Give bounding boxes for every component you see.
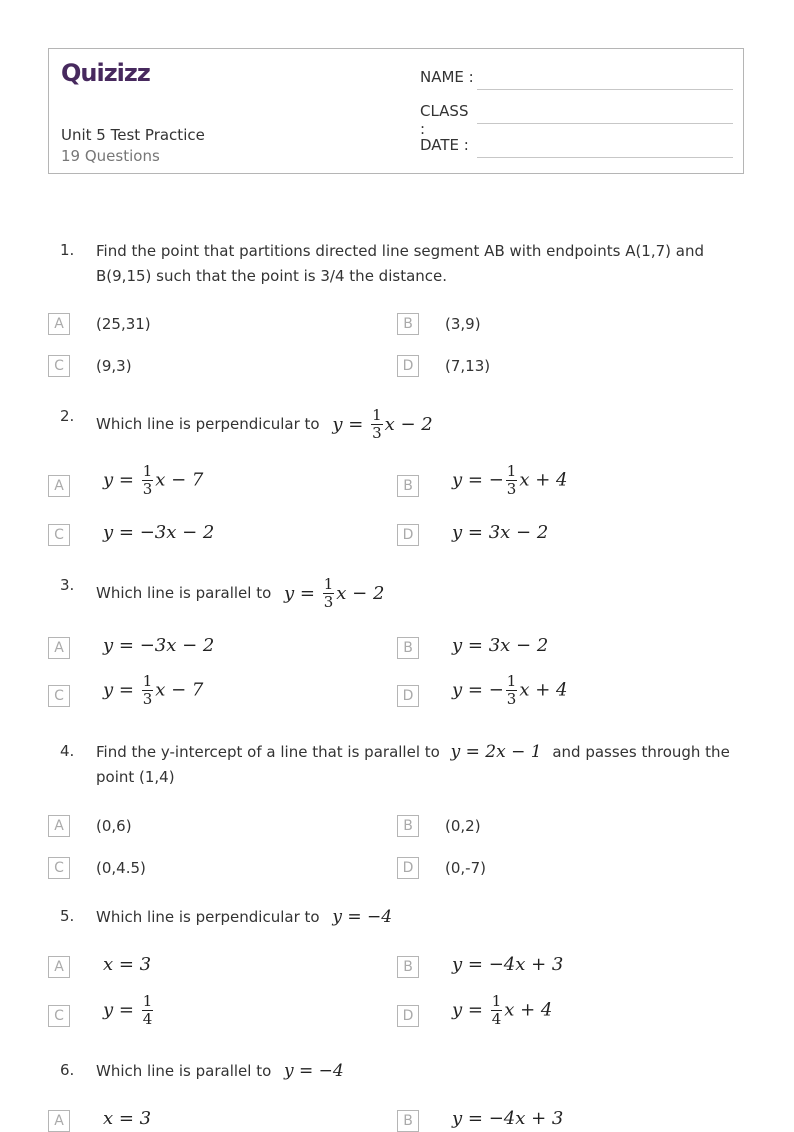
option-text: (0,2) [445,817,481,835]
option-letter-box: C [48,524,70,546]
option-equation: x = 3 [103,954,152,975]
quizizz-logo: Quizizz [61,59,150,87]
question-equation: y = $\frac{1}{3}$ x − 2 [332,406,433,442]
question-equation: y = $\frac{1}{3}$ x − 2 [284,575,385,611]
class-label: CLASS : [420,102,469,138]
class-field [420,102,477,138]
option-letter-box: D [397,685,419,707]
question-equation: y = −4 [332,907,393,927]
option-letter-box: A [48,313,70,335]
question-number: 2. [60,407,75,425]
fraction: $\frac{1}{3}$ [372,406,382,442]
option-letter-box: D [397,857,419,879]
question-count: 19 Questions [61,147,160,165]
option-text: (3,9) [445,315,481,333]
worksheet-header [48,48,744,174]
option-letter-box: B [397,815,419,837]
class-line[interactable] [477,113,733,124]
question-text: Which line is parallel to [96,1062,272,1080]
option-letter-box: D [397,1005,419,1027]
option-letter-box: D [397,355,419,377]
date-field [420,136,477,154]
question-text-continued: and passes through the point (1,4) [96,743,730,786]
option-letter-box: B [397,313,419,335]
option-equation: y = −3x − 2 [103,635,215,656]
option-letter-box: B [397,956,419,978]
name-field [420,68,477,86]
option-equation: x = 3 [103,1108,152,1129]
option-letter-box: A [48,475,70,497]
question-text-row [96,1059,746,1084]
question-text: Find the point that partitions directed line segment AB with endpoints A(1,7) and B(9,15) such that the point is 3/4 the distance. [96,242,704,285]
question-text-row [96,576,746,611]
date-label: DATE : [420,136,469,154]
option-letter-box: B [397,637,419,659]
question-number: 4. [60,742,75,760]
question-equation: y = −4 [284,1061,344,1081]
option-letter-box: B [397,1110,419,1132]
question-number: 5. [60,907,75,925]
question-text: Which line is perpendicular to [96,415,320,433]
worksheet-title: Unit 5 Test Practice [61,126,205,144]
question-text: Which line is perpendicular to [96,908,320,926]
question-equation: y = 2x − 1 [450,742,542,762]
question-number: 6. [60,1061,75,1079]
option-equation: y = −4x + 3 [452,954,564,975]
option-letter-box: A [48,637,70,659]
option-text: (0,-7) [445,859,486,877]
option-letter-box: A [48,956,70,978]
option-equation: y = $\frac{1}{4}$ [103,992,153,1028]
option-equation: y = $\frac{1}{3}$ x − 7 [103,462,204,498]
option-equation: y = 3x − 2 [452,522,549,543]
question-text-row [96,740,746,790]
option-letter-box: A [48,1110,70,1132]
option-letter-box: C [48,1005,70,1027]
question-number: 1. [60,241,75,259]
option-letter-box: A [48,815,70,837]
question-text-row [96,905,746,930]
option-equation: y = − $\frac{1}{3}$ x + 4 [452,462,568,498]
option-text: (0,6) [96,817,132,835]
question-number: 3. [60,576,75,594]
option-letter-box: B [397,475,419,497]
date-line[interactable] [477,147,733,158]
option-equation: y = $\frac{1}{3}$ x − 7 [103,672,204,708]
name-line[interactable] [477,79,733,90]
option-text: (9,3) [96,357,132,375]
option-letter-box: C [48,685,70,707]
option-text: (7,13) [445,357,491,375]
option-equation: y = −4x + 3 [452,1108,564,1129]
option-equation: y = −3x − 2 [103,522,215,543]
question-text: Find the y-intercept of a line that is parallel to [96,743,440,761]
option-letter-box: D [397,524,419,546]
option-text: (25,31) [96,315,151,333]
option-equation: y = $\frac{1}{4}$ x + 4 [452,992,553,1028]
option-text: (0,4.5) [96,859,146,877]
option-letter-box: C [48,355,70,377]
option-letter-box: C [48,857,70,879]
option-equation: y = 3x − 2 [452,635,549,656]
question-text: Which line is parallel to [96,584,272,602]
question-text-row [96,407,746,442]
option-equation: y = − $\frac{1}{3}$ x + 4 [452,672,568,708]
name-label: NAME : [420,68,474,86]
